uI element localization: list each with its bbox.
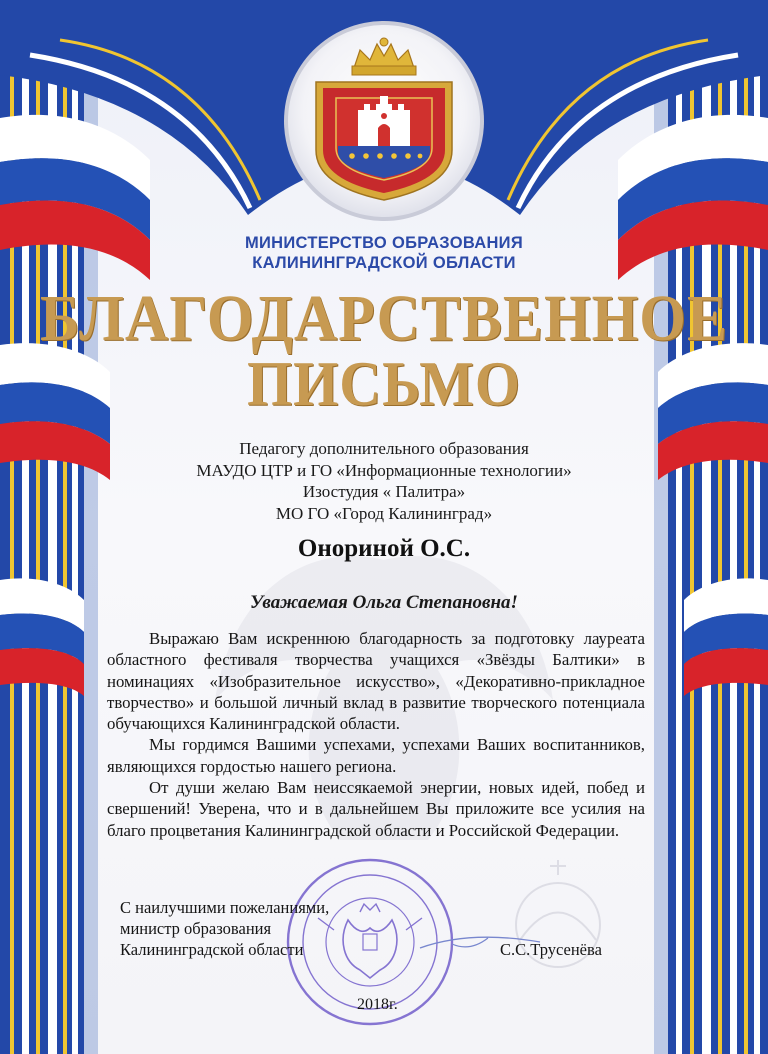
ministry-name-line1: МИНИСТЕРСТВО ОБРАЗОВАНИЯ <box>244 234 524 252</box>
ministry-name-line2: КАЛИНИНГРАДСКОЙ ОБЛАСТИ <box>252 254 516 272</box>
recipient-line1: Педагогу дополнительного образования <box>239 439 529 458</box>
body-paragraph-3: От души желаю Вам неиссякаемой энергии, новых идей, побед и свершений! Уверена, что и в дальнейшем Вы приложите все усилия на благо процветания Калининградской области и Российской Федерации. <box>107 778 645 840</box>
signature-line3: Калининградской области <box>120 940 304 959</box>
signature-block <box>120 897 329 960</box>
document-title-line1: БЛАГОДАРСТВЕННОЕ <box>40 281 728 355</box>
greeting: Уважаемая Ольга Степановна! <box>250 592 518 613</box>
recipient-block <box>0 438 768 524</box>
document-year: 2018г. <box>357 996 398 1013</box>
recipient-line3: Изостудия « Палитра» <box>302 482 466 501</box>
body-paragraph-1: Выражаю Вам искреннюю благодарность за подготовку лауреата областного фестиваля творчества учащихся «Звёзды Балтики» в номинациях «Изобразительное искусство», «Декоративно-прикладное творчество» и большой личный вклад в развитие творческого потенциала обучающихся Калининградской области. <box>107 629 645 734</box>
signer-name: С.С.Трусенёва <box>500 940 602 959</box>
recipient-name: Онориной О.С. <box>297 535 471 562</box>
recipient-line4: МО ГО «Город Калининград» <box>275 503 493 523</box>
signature-line1: С наилучшими пожеланиями, <box>120 898 330 917</box>
signature-line2: министр образования <box>120 919 272 938</box>
recipient-line2: МАУДО ЦТР и ГО «Информационные технологии» <box>196 460 572 480</box>
kaliningrad-coat-of-arms-icon <box>284 21 484 221</box>
document-title-line2: ПИСЬМО <box>247 347 521 420</box>
letter-body <box>107 628 645 841</box>
body-paragraph-2: Мы гордимся Вашими успехами, успехами Ваших воспитанников, являющихся гордостью нашего региона. <box>107 735 645 776</box>
